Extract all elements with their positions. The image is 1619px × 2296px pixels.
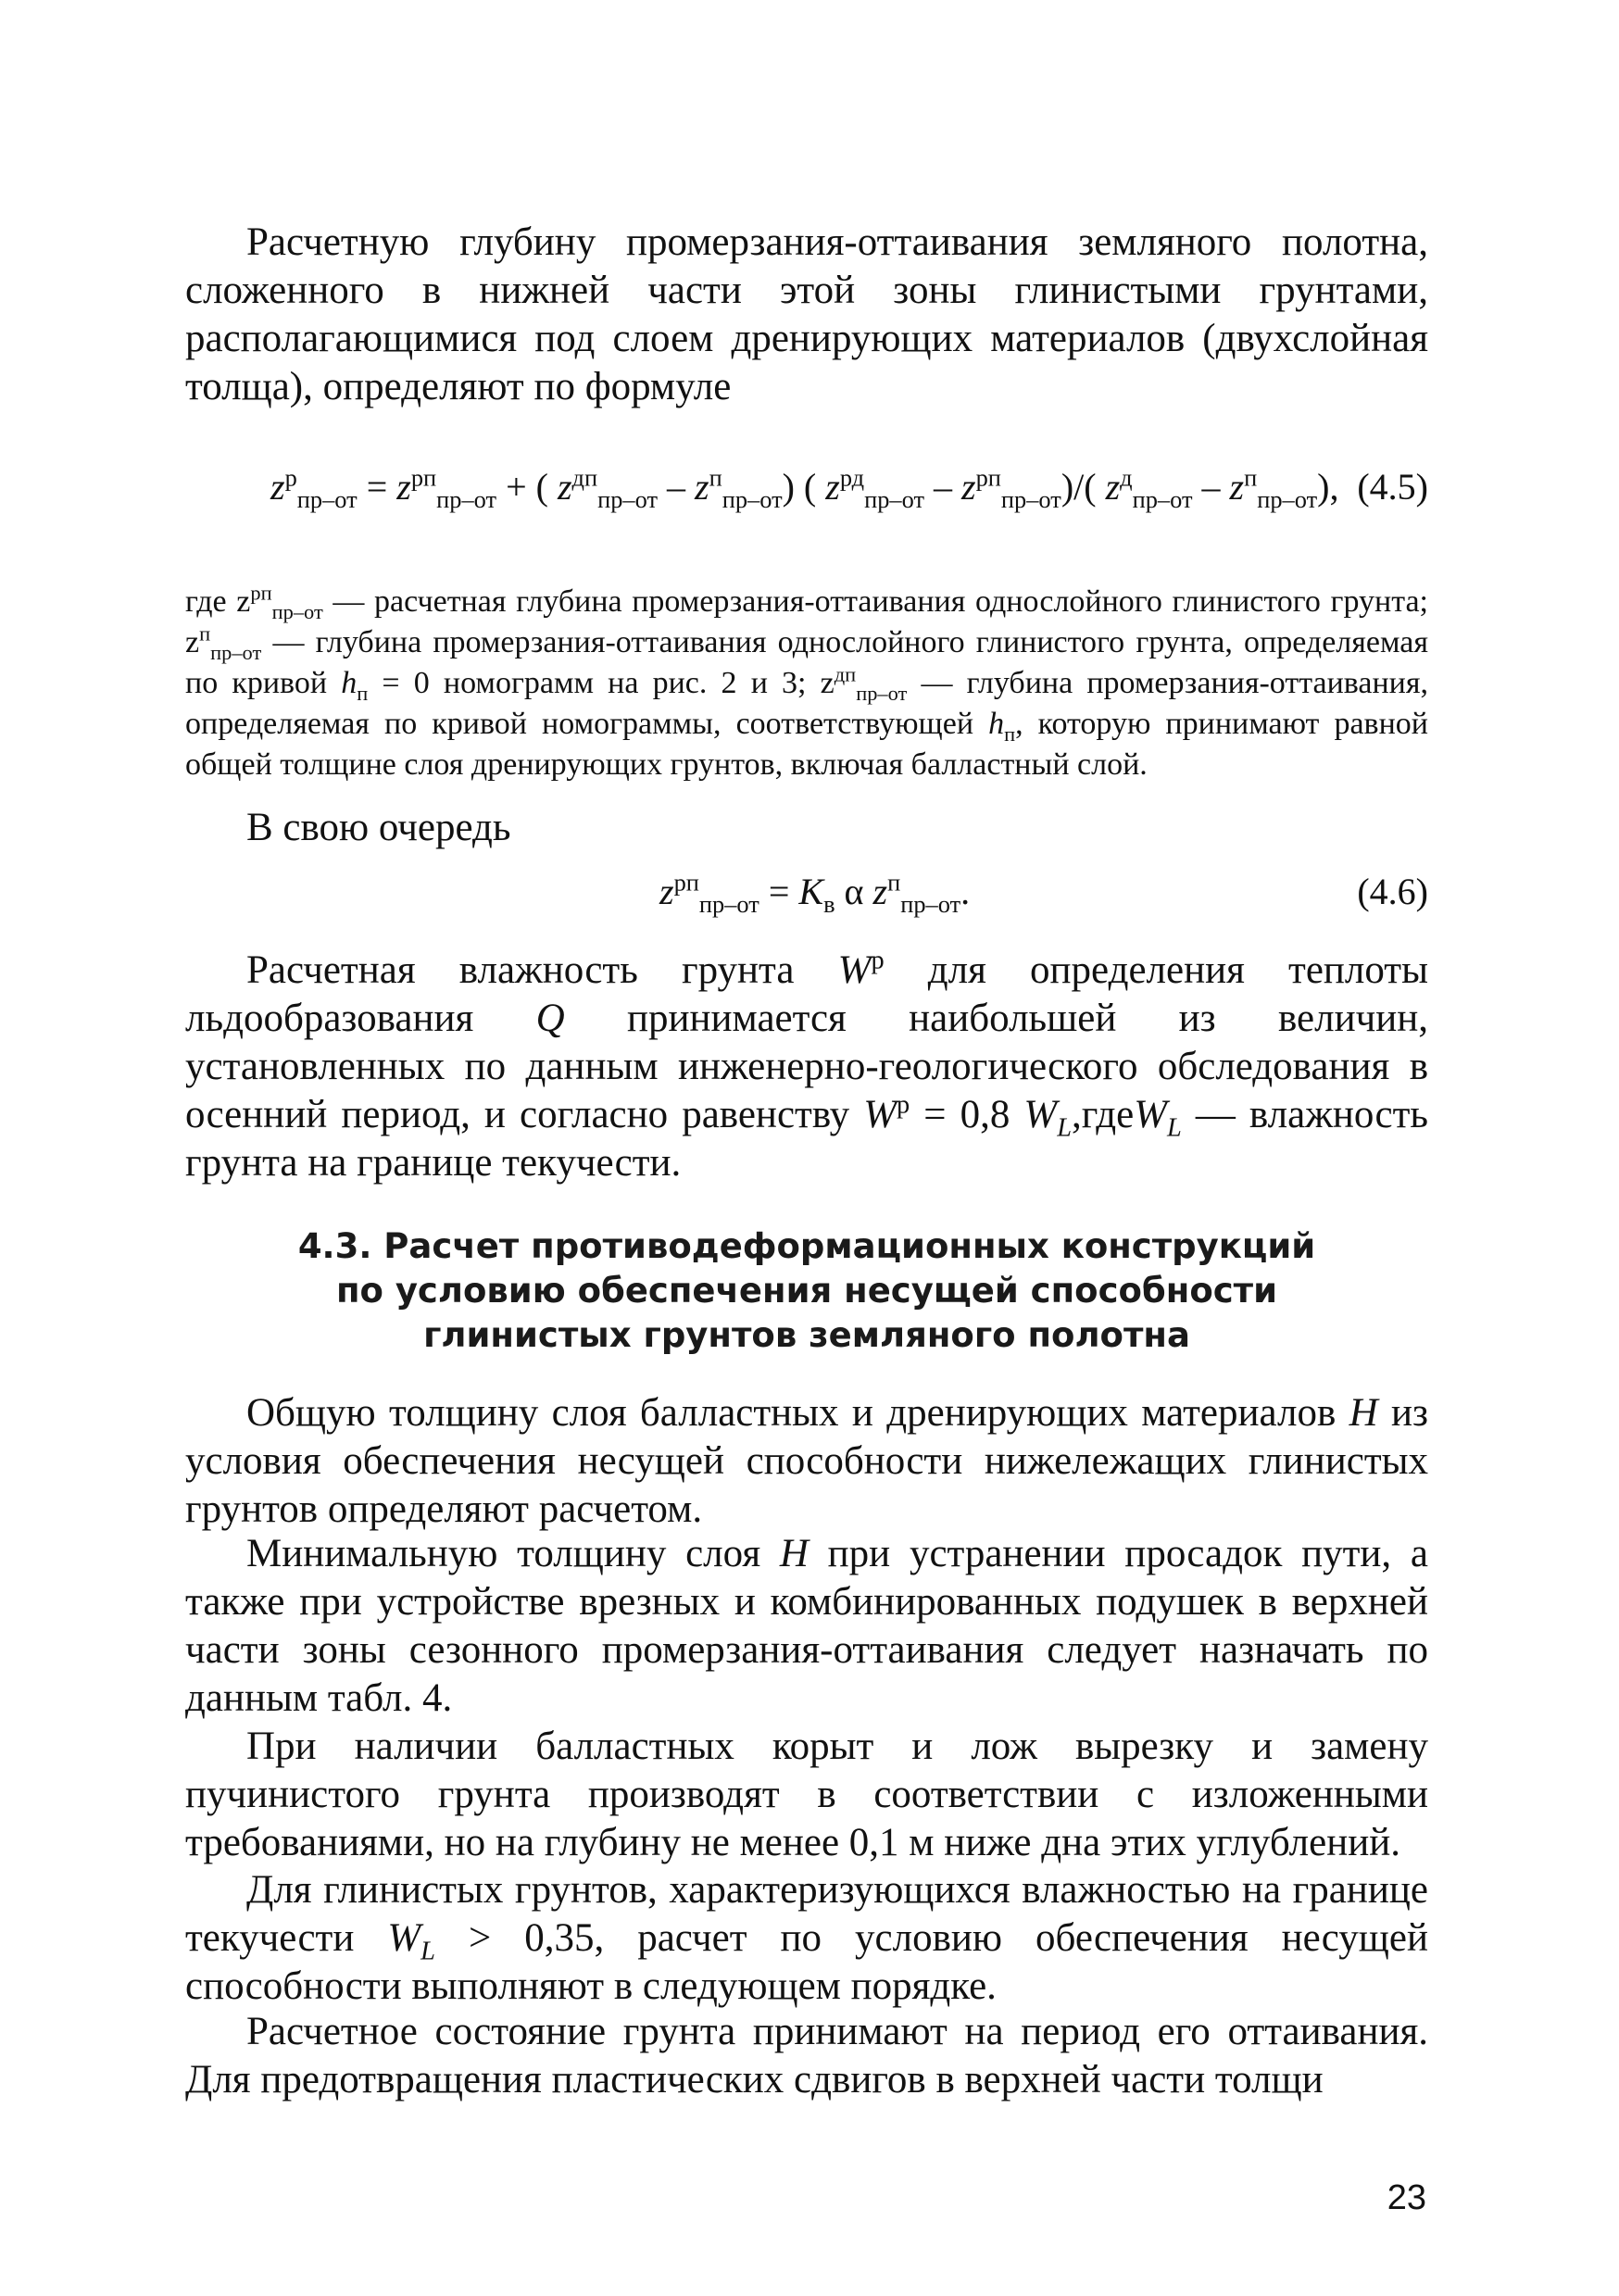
paragraph-moisture: Расчетная влажность грунта $W^р$ для определения теплоты льдообразования Q принимается наибольшей из величин, установленных по данным инженерно-геологического обследования в осенний период, и согласно равенству $W^р = 0,8$ $W_L,гдеW_L$ — влажность грунта на границе текучести.: [185, 946, 1428, 1185]
page-number: 23: [1387, 2178, 1426, 2217]
formula-4-5-expression: $z^р_{пр-от} = z^{рп}_{пр-от}$ + ( $z^{дп}_{пр-от} - z^п_{пр-от}$) ( $z^{рд}_{пр-от} - z^{рп}_{пр-от})/$( $z^д_{пр-от} - z^п_{пр-от}$),: [270, 463, 1339, 513]
formula-4-6-expression: $z^{рп}_{пр-от} = K_в$ α $z^п_{пр-от}$.: [659, 868, 971, 918]
heading-line-3: глинистых грунтов земляного полотна: [423, 1315, 1190, 1355]
formula-4-6-number: (4.6): [1357, 871, 1428, 912]
paragraph-intro: Расчетную глубину промерзания-оттаивания земляного полотна, сложенного в нижней части этой зоны глинистыми грунтами, располагающимися под слоем дренирующих материалов (двухслойная толща), определяют по формуле: [185, 220, 1428, 408]
paragraph-in-turn: В свою очередь: [246, 806, 511, 849]
formula-notes: где $z^{рп}_{пр-от}$ — расчетная глубина промерзания-оттаивания однослойного глинистого грунта; $z^п_{пр-от}$ — глубина промерзания-оттаивания однослойного глинистого грунта, определяемая по кривой $h_п = 0$ номограмм на рис. 2 и 3; $z^{дп}_{пр-от}$ — глубина промерзания-оттаивания, определяемая по кривой номограммы, соответствующей $h_п$, которую принимают равной общей толщине слоя дренирующих грунтов, включая балластный слой.: [185, 581, 1428, 782]
paragraph-ballast-troughs: При наличии балластных корыт и лож вырезку и замену пучинистого грунта производят в соответствии с изложенными требованиями, но на глубину не менее 0,1 м ниже дна этих углублений.: [185, 1725, 1428, 1864]
formula-4-5-number: (4.5): [1357, 466, 1428, 508]
heading-line-2: по условию обеспечения несущей способности: [335, 1271, 1278, 1311]
paragraph-min-thickness: Минимальную толщину слоя H при устранении просадок пути, а также при устройстве врезных и комбинированных подушек в верхней части зоны сезонного промерзания-оттаивания следует назначать по данным табл. 4.: [185, 1532, 1429, 1720]
paragraph-clay-soils: Для глинистых грунтов, характеризующихся влажностью на границе текучести $W_L > 0,35$, расчет по условию обеспечения несущей способности выполняют в следующем порядке.: [185, 1868, 1428, 2008]
paragraph-design-state: Расчетное состояние грунта принимают на период его оттаивания. Для предотвращения пластических сдвигов в верхней части толщи: [185, 2010, 1428, 2102]
heading-line-1: 4.3. Расчет противодеформационных конструкций: [297, 1226, 1316, 1266]
section-heading: [185, 1224, 1428, 1358]
paragraph-total-thickness: Общую толщину слоя балластных и дренирующих материалов H из условия обеспечения несущей способности нижележащих глинистых грунтов определяют расчетом.: [185, 1391, 1428, 1531]
